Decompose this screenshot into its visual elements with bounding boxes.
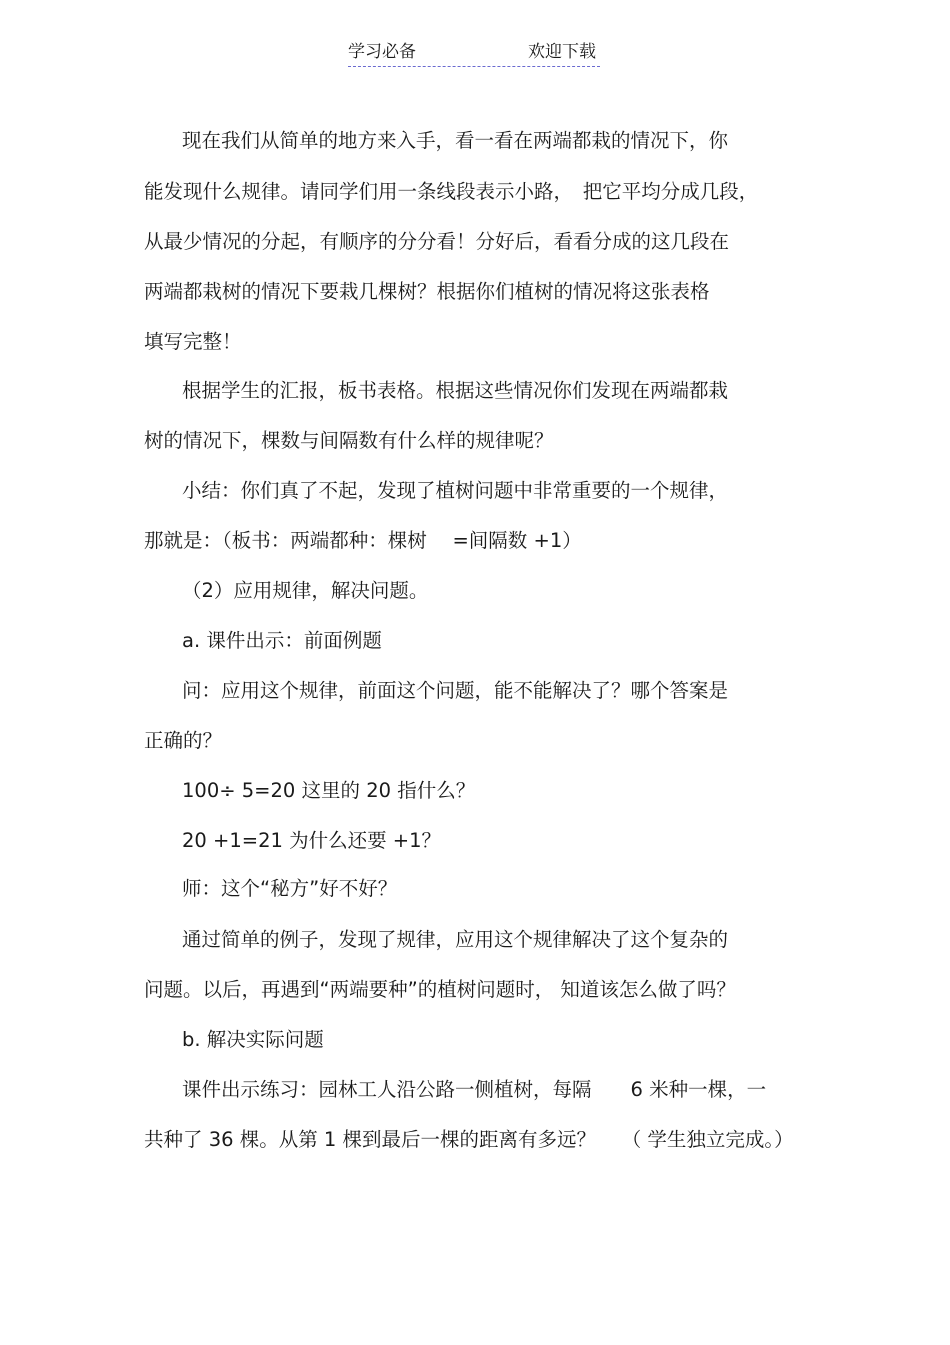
- paragraph-line: 根据学生的汇报，板书表格。根据这些情况你们发现在两端都栽: [182, 379, 729, 402]
- paragraph-line: 20 +1=21 为什么还要 +1？: [182, 829, 442, 852]
- header-left-text: 学习必备: [348, 42, 416, 62]
- paragraph-line: 能发现什么规律。请同学们用一条线段表示小路， 把它平均分成几段，: [144, 180, 759, 203]
- paragraph-line: b. 解决实际问题: [182, 1028, 324, 1051]
- paragraph-line: 问：应用这个规律，前面这个问题，能不能解决了？哪个答案是: [182, 679, 729, 702]
- paragraph-line: 填写完整！: [144, 330, 242, 353]
- paragraph-line: a. 课件出示：前面例题: [182, 629, 382, 652]
- paragraph-line: 两端都栽树的情况下要栽几棵树？根据你们植树的情况将这张表格: [144, 280, 710, 303]
- paragraph-line: 现在我们从简单的地方来入手，看一看在两端都栽的情况下，你: [182, 129, 729, 152]
- paragraph-line: 课件出示练习：园林工人沿公路一侧植树，每隔 6 米种一棵，一: [182, 1078, 767, 1101]
- page-header: [348, 40, 600, 67]
- paragraph-line: 问题。以后，再遇到“两端要种”的植树问题时， 知道该怎么做了吗？: [144, 978, 736, 1001]
- paragraph-line: 师：这个“秘方”好不好？: [182, 877, 398, 900]
- paragraph-line: 正确的？: [144, 729, 223, 752]
- paragraph-line: 小结：你们真了不起，发现了植树问题中非常重要的一个规律，: [182, 479, 729, 502]
- paragraph-line: 通过简单的例子，发现了规律，应用这个规律解决了这个复杂的: [182, 928, 729, 951]
- paragraph-line: 从最少情况的分起，有顺序的分分看！分好后，看看分成的这几段在: [144, 230, 730, 253]
- paragraph-line: 100÷ 5=20 这里的 20 指什么？: [182, 779, 476, 802]
- paragraph-line: 共种了 36 棵。从第 1 棵到最后一棵的距离有多远？ （ 学生独立完成。）: [144, 1128, 794, 1151]
- paragraph-line: （2）应用规律，解决问题。: [182, 579, 429, 602]
- paragraph-line: 树的情况下，棵数与间隔数有什么样的规律呢？: [144, 429, 554, 452]
- header-right-text: 欢迎下载: [528, 42, 596, 62]
- paragraph-line: 那就是：（板书：两端都种：棵树 =间隔数 +1）: [144, 529, 582, 552]
